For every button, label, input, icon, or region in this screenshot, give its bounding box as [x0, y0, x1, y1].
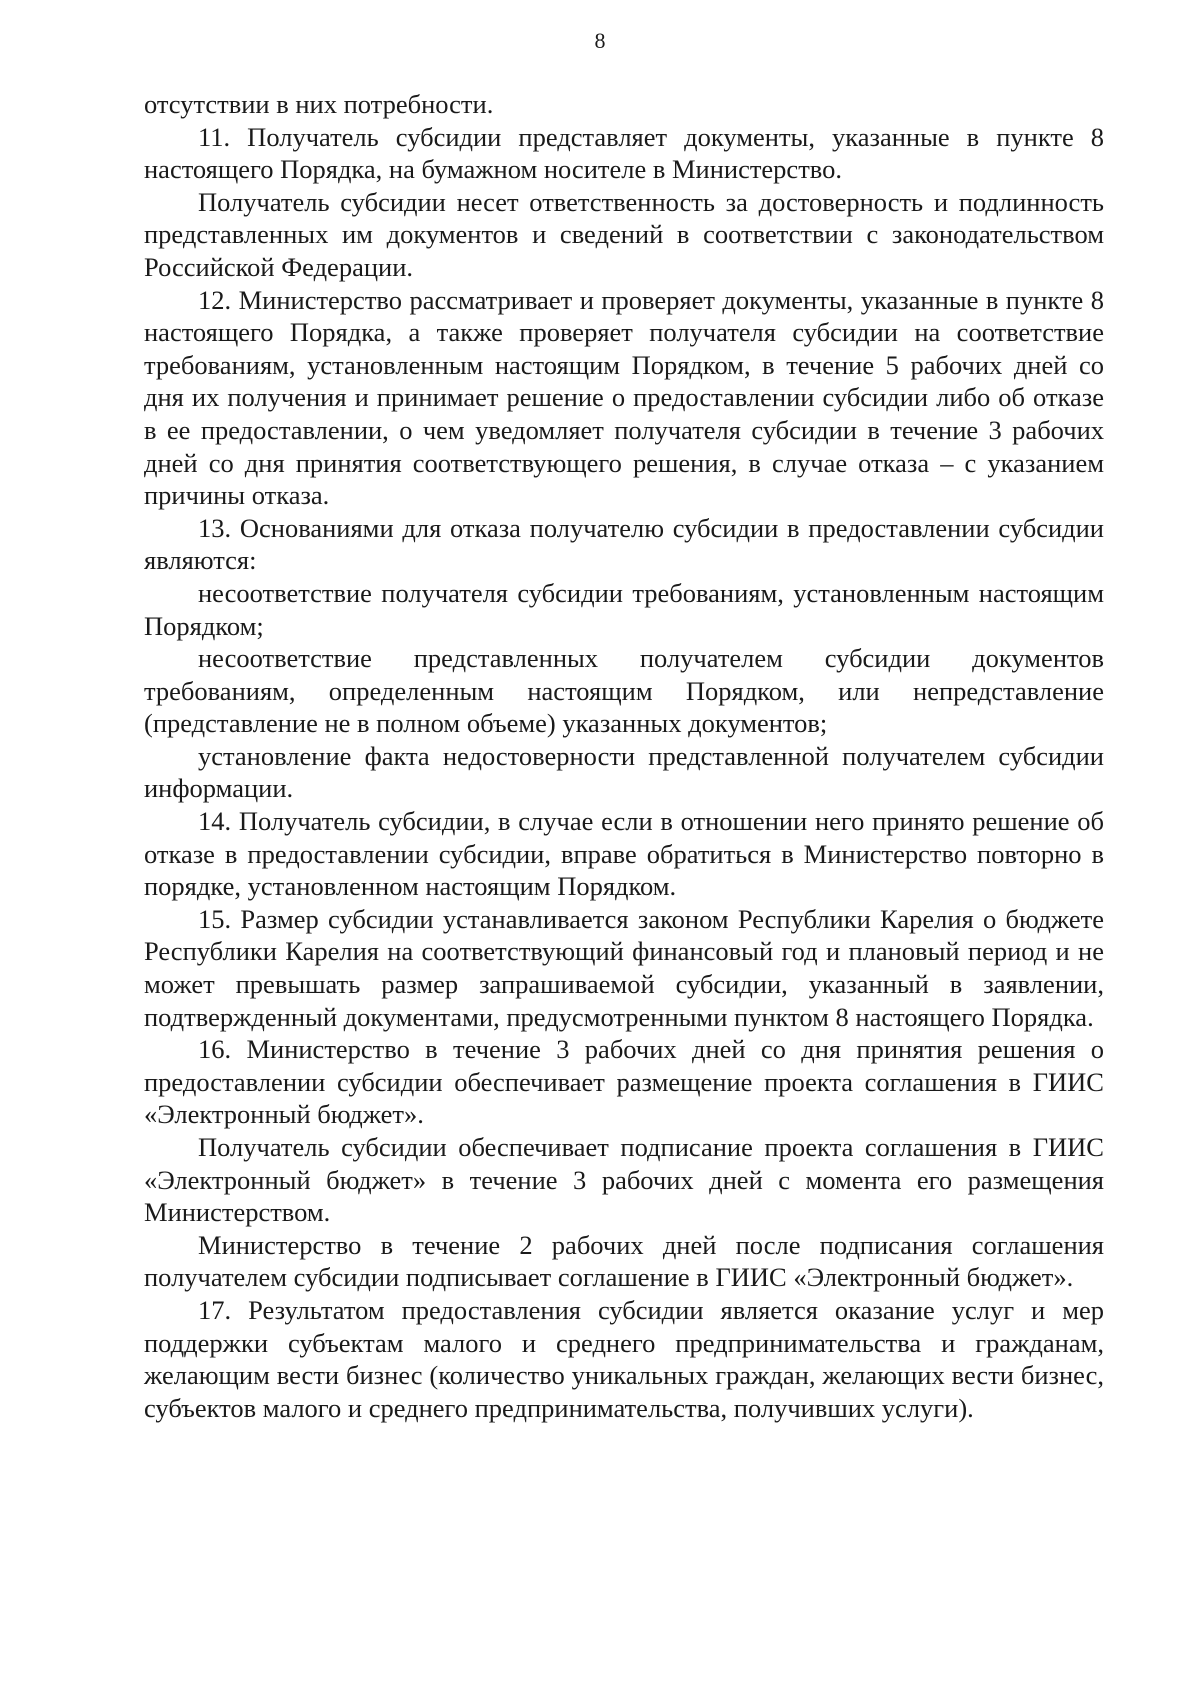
paragraph-16-ministry-signing: Министерство в течение 2 рабочих дней после подписания соглашения получателем субсидии подписывает соглашение в ГИИС «Электронный бюджет». — [144, 1229, 1104, 1293]
paragraph-17: 17. Результатом предоставления субсидии является оказание услуг и мер поддержки субъектам малого и среднего предпринимательства и гражданам, желающим вести бизнес (количество уникальных граждан, желающих вести бизнес, субъектов малого и среднего предпринимательства, получивших услуги). — [144, 1294, 1104, 1423]
paragraph-14: 14. Получатель субсидии, в случае если в отношении него принято решение об отказе в предоставлении субсидии, вправе обратиться в Министерство повторно в порядке, установленном настоящим Порядком. — [144, 806, 1104, 902]
paragraph-11-responsibility: Получатель субсидии несет ответственность за достоверность и подлинность представленных им документов и сведений в соответствии с законодательством Российской Федерации. — [144, 186, 1104, 282]
paragraph-13-ground-2: несоответствие представленных получателем субсидии документов требованиям, определенным настоящим Порядком, или непредставление (представление не в полном объеме) указанных документов; — [144, 643, 1104, 739]
paragraph-16: 16. Министерство в течение 3 рабочих дней со дня принятия решения о предоставлении субсидии обеспечивает размещение проекта соглашения в ГИИС «Электронный бюджет». — [144, 1034, 1104, 1130]
paragraph-13-ground-3: установление факта недостоверности представленной получателем субсидии информации. — [144, 740, 1104, 804]
paragraph-12: 12. Министерство рассматривает и проверяет документы, указанные в пункте 8 настоящего Порядка, а также проверяет получателя субсидии на соответствие требованиям, установленным настоящим Порядком, в течение 5 рабочих дней со дня их получения и принимает решение о предоставлении субсидии либо об отказе в ее предоставлении, о чем уведомляет получателя субсидии в течение 3 рабочих дней со дня принятия соответствующего решения, в случае отказа – с указанием причины отказа. — [144, 284, 1104, 511]
paragraph-continuation: отсутствии в них потребности. — [144, 89, 494, 119]
paragraph-16-signing: Получатель субсидии обеспечивает подписание проекта соглашения в ГИИС «Электронный бюджет» в течение 3 рабочих дней с момента его размещения Министерством. — [144, 1132, 1104, 1228]
paragraph-13: 13. Основаниями для отказа получателю субсидии в предоставлении субсидии являются: — [144, 512, 1104, 576]
document-body — [144, 88, 1104, 1424]
paragraph-15: 15. Размер субсидии устанавливается законом Республики Карелия о бюджете Республики Карелия на соответствующий финансовый год и плановый период и не может превышать размер запрашиваемой субсидии, указанный в заявлении, подтвержденный документами, предусмотренными пунктом 8 настоящего Порядка. — [144, 903, 1104, 1032]
paragraph-11: 11. Получатель субсидии представляет документы, указанные в пункте 8 настоящего Порядка, на бумажном носителе в Министерство. — [144, 121, 1104, 185]
page-number: 8 — [594, 28, 606, 53]
paragraph-13-ground-1: несоответствие получателя субсидии требованиям, установленным настоящим Порядком; — [144, 577, 1104, 641]
